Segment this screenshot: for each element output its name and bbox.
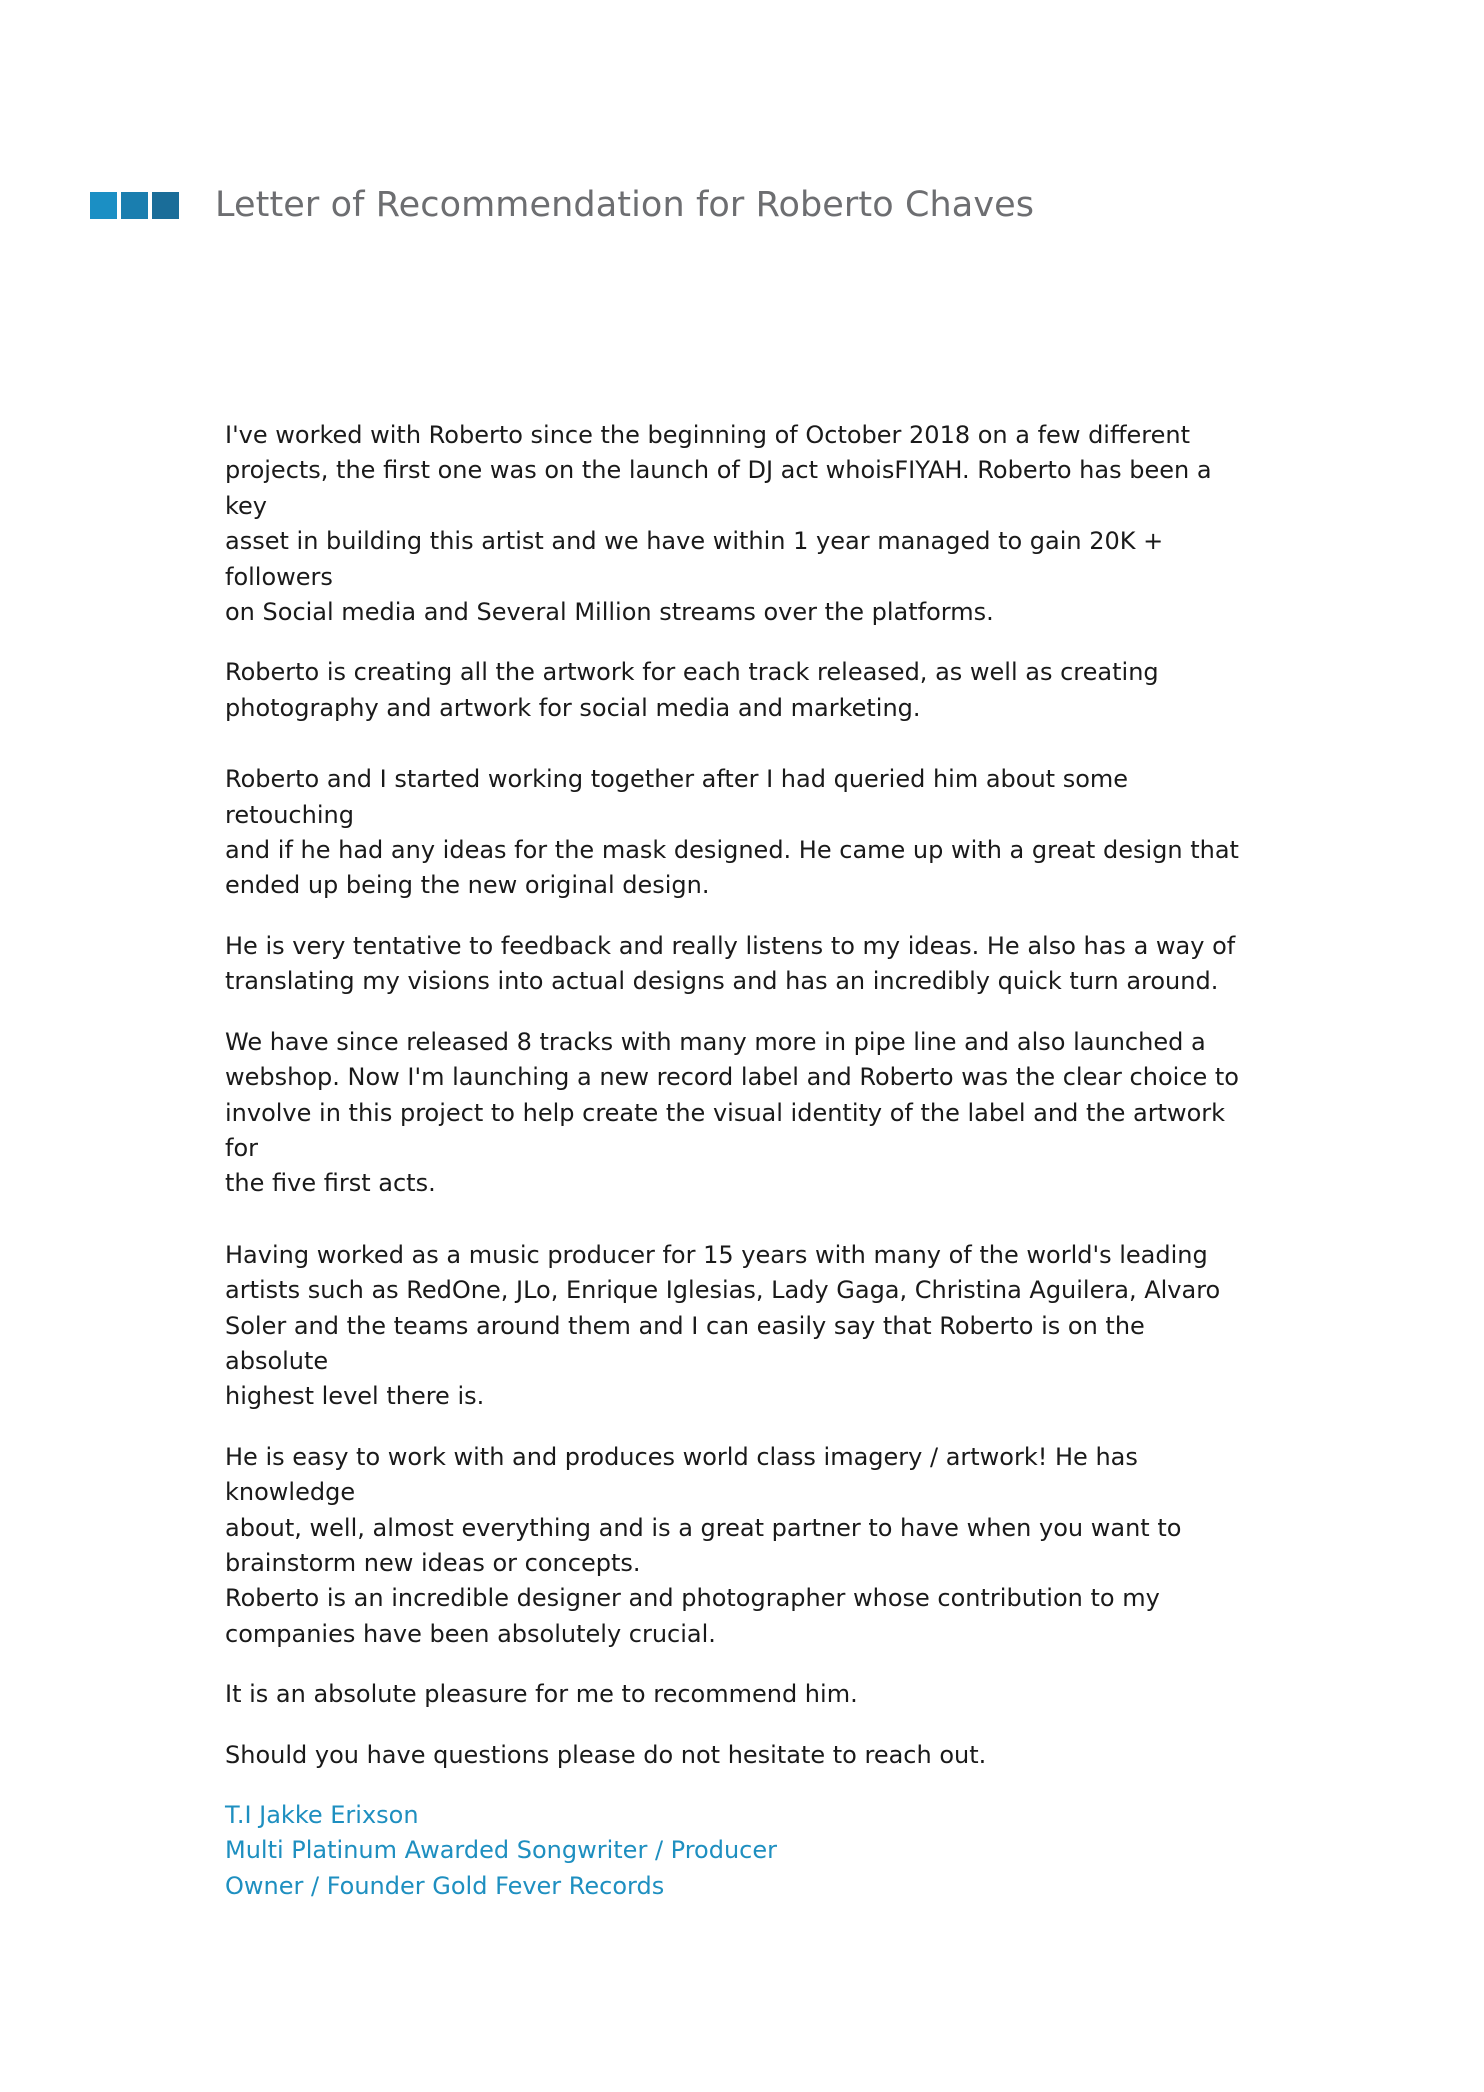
letter-body	[225, 418, 1245, 1904]
paragraph-3	[225, 762, 1245, 904]
text-line: It is an absolute pleasure for me to recommend him.	[225, 1680, 858, 1709]
signature-title: Multi Platinum Awarded Songwriter / Producer	[225, 1836, 777, 1865]
text-line: He is easy to work with and produces world class imagery / artwork! He has knowledge	[225, 1442, 1138, 1507]
text-line: asset in building this artist and we have within 1 year managed to gain 20K + followers	[225, 527, 1164, 591]
text-line: He is very tentative to feedback and really listens to my ideas. He also has a way of	[225, 931, 1236, 960]
text-line: about, well, almost everything and is a great partner to have when you want to	[225, 1513, 1182, 1542]
text-line: the five first acts.	[225, 1169, 436, 1198]
signature-name: T.I Jakke Erixson	[225, 1801, 419, 1829]
paragraph-4	[225, 929, 1245, 1000]
paragraph-9	[225, 1738, 1245, 1773]
text-line: translating my visions into actual designs and has an incredibly quick turn around.	[225, 967, 1219, 996]
text-line: Roberto is creating all the artwork for each track released, as well as creating	[225, 658, 1159, 687]
logo-square-3	[152, 192, 179, 219]
text-line: Having worked as a music producer for 15 years with many of the world's leading	[225, 1240, 1208, 1269]
three-blue-squares-icon	[90, 192, 179, 219]
logo-square-1	[90, 192, 117, 219]
paragraph-5	[225, 1025, 1245, 1202]
signature-company: Owner / Founder Gold Fever Records	[225, 1871, 665, 1900]
text-line: webshop. Now I'm launching a new record label and Roberto was the clear choice to	[225, 1063, 1239, 1092]
text-line: Soler and the teams around them and I can easily say that Roberto is on the absolute	[225, 1311, 1145, 1375]
text-line: involve in this project to help create the visual identity of the label and the artwork for	[225, 1098, 1226, 1162]
paragraph-1	[225, 418, 1245, 630]
text-line: Should you have questions please do not hesitate to reach out.	[225, 1740, 987, 1769]
signature-block	[225, 1798, 1245, 1904]
text-line: projects, the first one was on the launch of DJ act whoisFIYAH. Roberto has been a key	[225, 456, 1212, 520]
text-line: photography and artwork for social media and marketing.	[225, 693, 921, 722]
text-line: and if he had any ideas for the mask designed. He came up with a great design that	[225, 836, 1239, 865]
text-line: on Social media and Several Million streams over the platforms.	[225, 598, 994, 627]
paragraph-2	[225, 655, 1245, 726]
logo-square-2	[121, 192, 148, 219]
text-line: We have since released 8 tracks with many more in pipe line and also launched a	[225, 1027, 1206, 1056]
text-line: companies have been absolutely crucial.	[225, 1619, 716, 1648]
paragraph-7	[225, 1440, 1245, 1652]
text-line: Roberto and I started working together after I had queried him about some retouching	[225, 765, 1129, 829]
paragraph-6	[225, 1238, 1245, 1415]
letter-header	[90, 180, 1034, 230]
page-title: Letter of Recommendation for Roberto Chaves	[215, 185, 1035, 225]
text-line: highest level there is.	[225, 1382, 485, 1411]
text-line: ended up being the new original design.	[225, 871, 710, 900]
text-line: I've worked with Roberto since the beginning of October 2018 on a few different	[225, 421, 1191, 449]
text-line: brainstorm new ideas or concepts.	[225, 1548, 641, 1577]
text-line: Roberto is an incredible designer and photographer whose contribution to my	[225, 1584, 1160, 1613]
paragraph-8	[225, 1677, 1245, 1712]
text-line: artists such as RedOne, JLo, Enrique Iglesias, Lady Gaga, Christina Aguilera, Alvaro	[225, 1276, 1221, 1305]
